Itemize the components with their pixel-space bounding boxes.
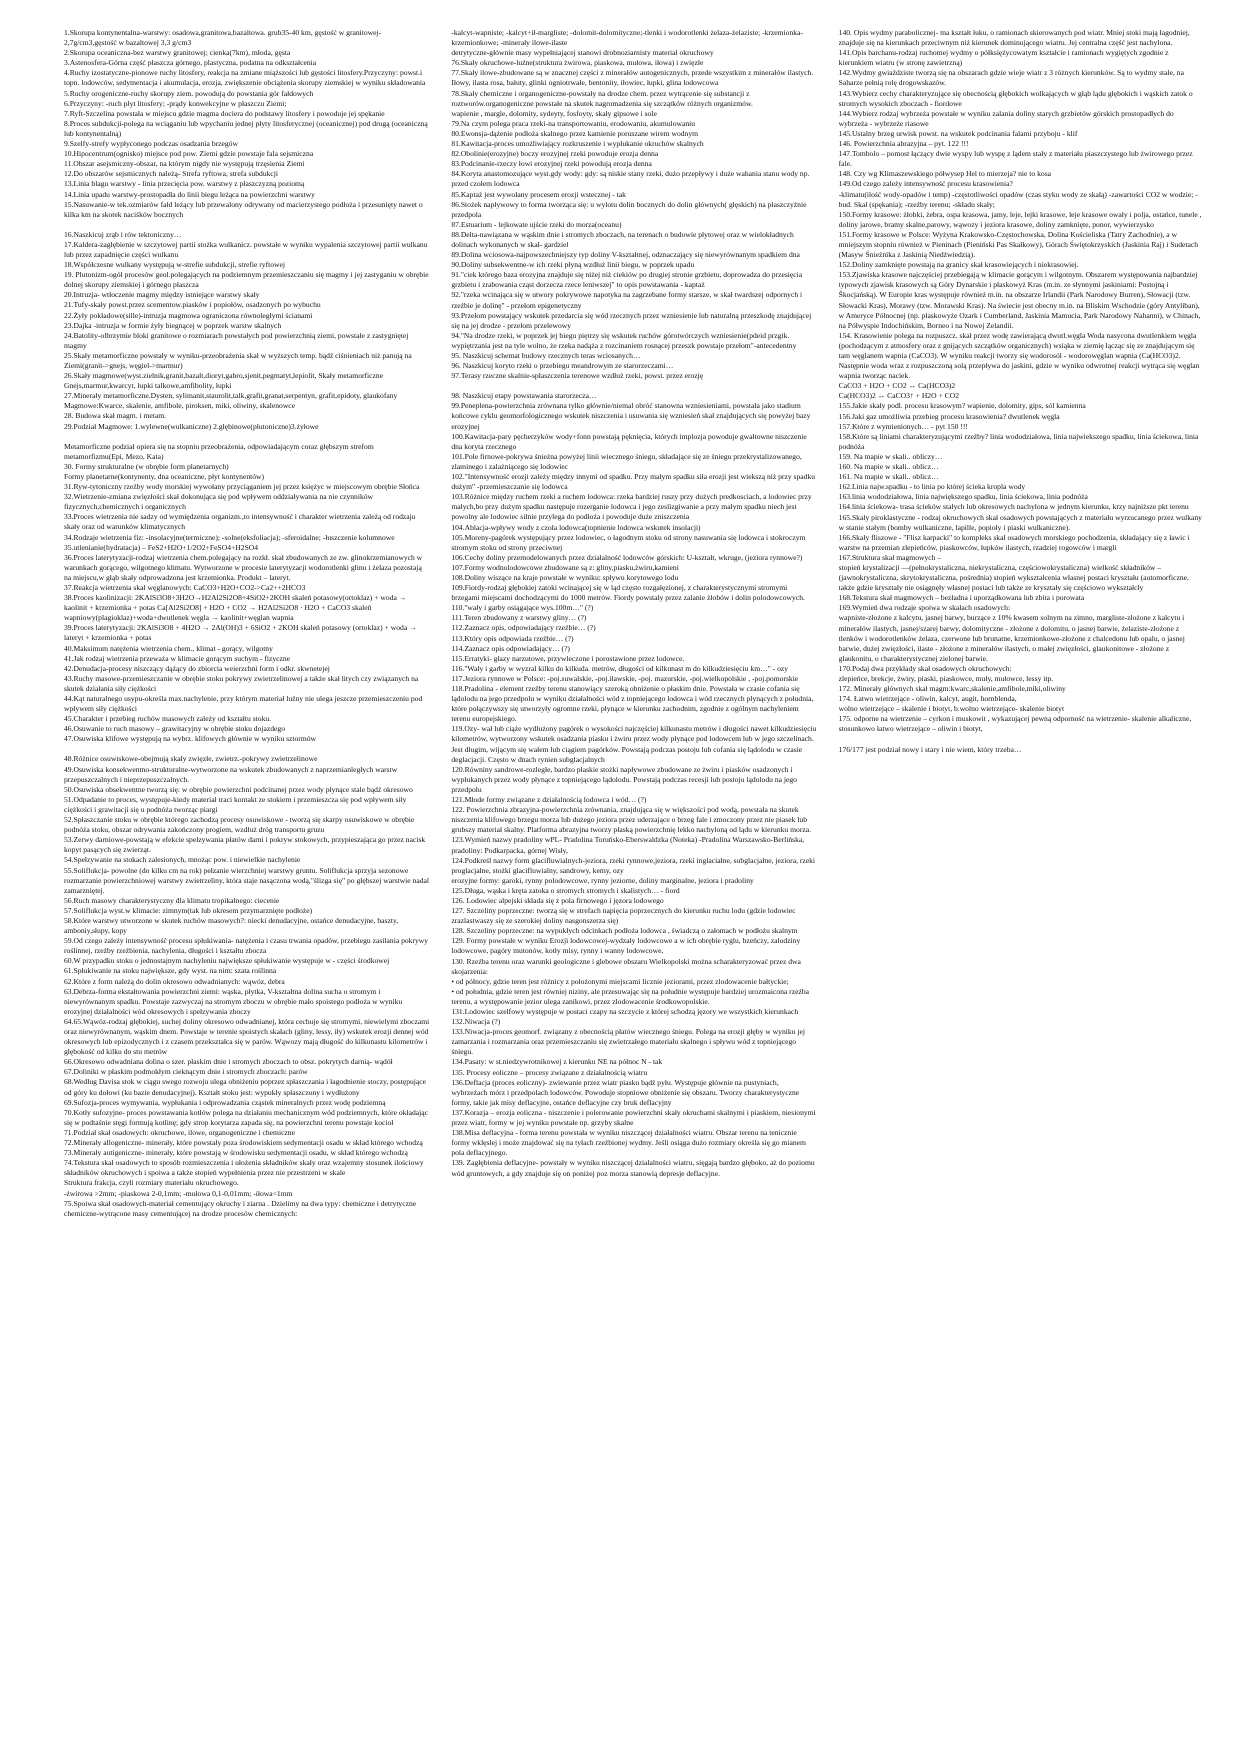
paragraph: 75.Spoiwa skał osadowych-materiał cementujący okruchy i ziarna . Dzielimy na dwa typy: chemiczne i detrytyczne: [64, 1198, 417, 1208]
paragraph: 105.Moreny-pagórek występujący przez lodowiec, o łagodnym stoku od strony nasuwania się lodowca i stokroczym stromym stoku od strony przeciwnej: [451, 532, 806, 552]
paragraph: 168.Tekstura skał magmowych – bezładna i uporządkowana lub zbita i porowata: [838, 593, 1085, 603]
paragraph: 11.Obszar asejsmiczny-obszar, na którym nigdy nie występują trzęsienia Ziemi: [64, 159, 305, 169]
text-column-left: [64, 28, 429, 1734]
paragraph: 59.Od czego zależy intensywność procesu spłukiwania- natężenia i czasu trwania opadów, przebiegu zasilania pokrywy roślinnej, rzeźby rzeźbienia, nachylenia, długości i kształtu zbocza: [64, 936, 429, 956]
paragraph: 71.Podział skał osadowych: okruchowe, ilowe, organogeniczne i chemiczne: [64, 1127, 295, 1137]
paragraph: 85.Kaptaż jest wywołany procesem erozji wstecznej - tak: [451, 189, 626, 199]
paragraph: 144.Wybierz rodzaj wybrzeża powstałe w wyniku zalania doliny starych grzbietów górskich prostopadłych do wybrzeża - wybrzeże riasowe: [838, 108, 1174, 128]
paragraph: Struktura frakcja, czyli rozmiary materiału okruchowego.: [64, 1178, 239, 1188]
paragraph: 22.Żyły pokładowe(sille)-intruzja magmowa ograniczona równoległymi ścianami: [64, 310, 313, 320]
paragraph: 97.Terasy rzeczne skalnie-spłaszczenia terenowe wzdłuż rzeki, powst. przez erozję: [451, 371, 704, 381]
paragraph: 114.Zaznacz opis odpowiadający… (?): [451, 643, 570, 653]
paragraph: 15.Nasuwanie-w tek.ozmiarów fałd leżący lub przewalony odrywany od macierzystego podłoża i przesunięty nawet o kilka km na skotek naciśków bocznych: [64, 199, 423, 219]
paragraph: 172. Minerały głównych skał magm:kwarc,skalenie,amfibole,miki,oliwiny: [838, 684, 1066, 694]
paragraph: 126. Lodowiec alpejski składa się z pola firnowego i jęzora lodowego: [451, 895, 664, 905]
paragraph: stopień krystalizacji —(pełnokrystaliczna, niekrystaliczna, częściowokrystaliczna) wielkość składników – (jawnokrystaliczna, skrytokrystaliczna, pośrednia) stopień wykształcenia własnej postaci kryształu (automorficzne, także gdzie kryształy nie osiągnęły własnej postaci lub także ze kryształy się częściowo wykształcły: [838, 562, 1189, 593]
paragraph: 121.Młode formy związane z działalnością lodowca i wód… (?): [451, 795, 647, 805]
paragraph: 20.Intruzja- wtłoczenie magmy między istniejące warstwy skały: [64, 290, 260, 300]
paragraph: 63.Debrza-forma ekstałtowania powierzchni ziemi: wąska, płytka, V-kształtna dolina sucha o stromym i niewyrównanym spadku. Powstaje zazwyczaj na stromym zboczu w obrębie mało spoistego podłoża w wyniku erozyjnej działalności wód okresowych i spełzywania zboczy: [64, 986, 403, 1016]
paragraph: Ca(HCO3)2 ↔ CaCO3↑ + H2O + CO2: [838, 391, 960, 401]
paragraph: 112.Zaznacz opis, odpowiadający rzeźbie… (?): [451, 623, 596, 633]
paragraph: [839, 735, 1204, 745]
paragraph: 146. Powierzchnia abrazyjna – pyt. 122 !!!: [838, 139, 969, 149]
paragraph: 140. Opis wydmy parabolicznej- ma kształt łuku, o ramionach skierowanych pod wiatr. Mniej stoki mają łagodniej, znajduje się na kierunkach przeciwnym niż kierunek dominującego wiatru. Jej centralna część jest nachylona.: [838, 28, 1190, 48]
paragraph: -żwirowa >2mm; -piaskowa 2-0,1mm; -mułowa 0,1-0,01mm; -iłowa<1mm: [64, 1188, 293, 1198]
paragraph: 139. Zagłębienia deflacyjne- powstały w wyniku niszczącej działalności wiatru, sięgają bardzo głęboko, aż do poziomu wód gruntowych, a gdy znajduje się on poniżej poz morza stanowią depresje deflacyjne.: [451, 1158, 815, 1178]
paragraph: 62.Które z form należą do dolin okresowo odwadnianych: wąwóz, debra: [64, 976, 285, 986]
paragraph: 87.Estuarium - lejkowate ujście rzeki do morza(oceanu): [451, 219, 622, 229]
paragraph: 161. Na mapie w skali.. oblicz…: [838, 472, 939, 482]
paragraph: 149.Od czego zależy intensywność procesu krasowienia?: [838, 179, 1013, 189]
paragraph: 74.Tekstura skał osadowych to sposób rozmieszczenia i ułożenia składników skały oraz wzajemny stosunek ilościowy składników okruchowych i spoiwa a także stopień wypełnienia przez nie przestrzeni w skale: [64, 1158, 424, 1178]
paragraph: 133.Niwacja-proces geomorf. związany z obecnością płatów wiecznego śniegu. Polega na erozji głęby w wyniku jej zamarzania i rozmarzania oraz przemieszczaniu się zwietrzałego materiału skalnego i spływu wód z topniejącego śniegu.: [451, 1027, 805, 1057]
paragraph: 44.Kąt naturalnego usypu-określa max.nachylenie, przy którym materiał luźny nie ulega jeszcze przemieszczeniu pod wpływem siły ciężkości: [64, 694, 423, 714]
paragraph: 108.Doliny wiszące na kraje powstałe w wyniku: spływu korytowego lodu: [451, 572, 679, 582]
paragraph: detrytyczne-głównie masy wypełniającej stanowi drobnoziarnisty materiał okruchowy: [451, 48, 714, 58]
paragraph: 162.Linia najw.spadku - to linia po której ścieka kropla wody: [838, 482, 1026, 492]
paragraph: -klimatu(ilość wody-opadów i temp) -częstotliwości opadów (czas styku wody ze skałą) -zawartości CO2 w wodzie; -bud. Skał (spękania); -rzeźby terenu; -składu skały;: [838, 189, 1198, 209]
paragraph: 100.Kawitacja-pary pęcherzyków wody+fonn powstają pęknięcia, których implozja powoduje gwałtowne niszczenie dna koryta rzecznego: [451, 431, 807, 451]
paragraph: 98. Naszkicuj etapy powstawania starorzecza…: [451, 391, 597, 401]
paragraph: [451, 381, 816, 391]
paragraph: 117.Jeziora rynnowe w Polsce: -poj.suwalskie, -poj.iławskie, -poj. mazurskie, -poj.wielkopolskie , -poj.pomorskie: [451, 673, 799, 683]
paragraph: 28. Budowa skał magm. i metam.: [64, 411, 167, 421]
paragraph: 48.Różnice osuwiskowe-obejmują skały zwięzłe, zwietrz.-pokrywy zwietrzelinowe: [64, 754, 318, 764]
paragraph: 54.Spełzywanie na stokach zalesionych, mnożąc pow. i niewielkie nachylenie: [64, 855, 301, 865]
paragraph: 53.Zerwy darniowe-powstają w efekcie spełzywania płatów darni i pokryw stokowych, przypieszająca go przez nacisk kopyt pasących się zwierząt.: [64, 835, 426, 855]
paragraph: 120.Równiny sandrowe-rozległe, bardzo płaskie stożki napływowe zbudowane ze żwiru i piasków osadzonych i wypłukanych przez wody płynące z topniejącego lądolodu. Powstają podczas recesji lub postoju lądolodu na jego przedpolu: [451, 764, 797, 794]
paragraph: 163.linia wododziałowa, linia największego spadku, linia ściekowa, linia podnóża: [838, 492, 1088, 502]
paragraph: 143.Wybierz cechy charakteryzujące się obecnością głębokich wolkających w głąb lądu głębokich i wąskich zatok o stromych wysokich zboczach - fiordowe: [838, 88, 1193, 108]
paragraph: 169.Wymień dwa rodzaje spoiwa w skałach osadowych:: [838, 603, 1011, 613]
paragraph: 76.Skały okruchowe-luźne(struktura żwirowa, piaskowa, mułowa, iłowa) i zwięzłe: [451, 58, 704, 68]
paragraph: 175. odporne na wietrzenie – cyrkon i muskowit , wykazującej pewną odporność na wietrzenie- skalenie alkaliczne, stosunkowo łatwo wietrzejące – oliwin i biotyt,: [838, 714, 1192, 734]
paragraph: 78.Skały chemiczne i organogeniczne-powstały na drodze chem. przez wytrącenie się substancji z roztworów.organogeniczne powstałe na skutek nagromadzenia się szczątków różnych organizmów.: [451, 88, 753, 108]
paragraph: 94."Na drodze rzeki, w poprzek jej biegu piętrzy się wskutek ruchów górotwórczych wzniesienie(pdeid przgik. wypiętrzania jest na tyle wolno, że rzeka nadąża z rozcinaniem rosnącej przeszk powstaje przełom"-antecedentny: [451, 330, 797, 350]
paragraph: [64, 220, 429, 230]
paragraph: 128. Szczeliny poprzeczne: na wypukłych odcinkach podłoża lodowca , świadczą o załomach w podłożu skalnym: [451, 926, 798, 936]
paragraph: 26.Skały magmowe(wyst.zielnik,granit,bazalt,dioryt,gabro,sjenit,pegmatyt,lepiolit, Skały metamorficzne Gnejs,marmur,kwarcyt, łupki talkowe,amfibolity, łupki: [64, 371, 384, 391]
paragraph: 50.Osuwiska obsekwentne tworzą się: w obrębie powierzchni podcinanej przez wody płynące stale bądź okresowo: [64, 784, 413, 794]
paragraph: 32.Wietrzenie-zmiana zwięzłości skał dokonująca się pod wpływem oddziaływania na nie czynników fizycznych,chemicznych i organicznych: [64, 492, 374, 512]
paragraph: 150.Formy krasowe: żłobki, żebra, ospa krasowa, jamy, leje, lejki krasowe, leje krasowe owały i polja, ostańce, tunele , doliny jarowe, bramy skalne,parowy, wąwozy i jeziora krasowe, doliny zamknięte, ponor, wywierzysko: [838, 209, 1202, 229]
paragraph: 152.Doliny zamknięte powstają na granicy skał krasowiejących i niekrasowiej.: [838, 260, 1079, 270]
paragraph: 116."Wały i garby w wyzral kilku do kilkuda. metrów, długości od kilkunast m do kilkudziesięciu km…" - ozy: [451, 663, 789, 673]
paragraph: 127. Szczeliny poprzeczne: tworzą się w strefach napięcia poprzecznych do kierunku ruchu lodu (gdzie lodowiec zrazlastwaszy się ze szerokiej doliny nasgonszerza się): [451, 906, 796, 926]
paragraph: 82.Obolinie(erozyjne) boczy erozyjnej rzeki powoduje erozja denna: [451, 149, 659, 159]
paragraph: 3.Astenosfera-Górna część płaszcza górnego, plastyczna, podatna na odkształcenia: [64, 58, 317, 68]
paragraph: 57.Soliflukcja wyst.w klimacie: zimnym(tak lub okresem przymarznięte podłoże): [64, 905, 313, 915]
paragraph: wolno wietrzejące – skalenie i biotyt, b.wolno wietrzejące- skalenie biotyt: [838, 704, 1065, 714]
paragraph: 136.Deflacja (proces eoliczny)- zwiewanie przez wiatr piasku bądź pyłu. Występuje głównie na pustyniach, wybrzeżach mórz i przedpolach lodowców. Powoduje stopniowe obniżenie się obszaru. Tworzy charakterystyczne formy, takie jak misy deflacyjne, ostańce deflacyjne czy bruk deflacyjny: [451, 1077, 800, 1107]
paragraph: 64.65.Wąwóz-rodzaj głębokiej, suchej doliny okresowo odwadnianej, która cechuje się stromymi, niewielymi zboczami oraz niewyrównanym, wąskim dnem. Powstaje w terenie spoistych skałach (gliny, lessy, iły) wskutek erozji dennej wód okresowych lub epizodycznych i z czasem przekształca się w parów. Wąwozy mają długość do kilkunastu kilometrów i głębokość od kilku do stu metrów: [64, 1016, 430, 1057]
paragraph: 107.Formy wodnolodowcowe zbudowane są z: gliny,piasku,żwiru,kamieni: [451, 562, 679, 572]
paragraph: 141.Opis barchanu-rodzaj ruchomej wydmy o półksiężycowatym kształcie i ramionach wygiętych zgodnie z kierunkiem wiatru (w stronę zawietrzną): [838, 48, 1169, 68]
paragraph: 99.Peneplena-powierzchnia zrównana tylko głównie/niemal obróć stanowna wzniesieniami, powstała jako stadium końcowe cyklu geomorfologicznego wskutek niszczenia i usuwania się wzniesień skał znajdujących się powyżej bazy erozyjnej: [451, 401, 811, 431]
paragraph: 165.Skały piroklastyczne - rodzaj okruchowych skał osadowych powstających z materiału wyrzucanego przez wulkany w stanie stałym (bomby wulkaniczne, lapille, popioły i piaski wulkaniczne).: [838, 512, 1202, 532]
paragraph: 176/177 jest podział nowy i stary i nie wiem, który trzeba…: [838, 744, 1022, 754]
paragraph: 158.Które są liniami charakteryzującymi rzeźby? linia wododziałowa, linia najwiekszego spadku, linia ściekowa, linia podnóża: [838, 431, 1199, 451]
paragraph: 147.Tombolo – pomost łączący dwie wyspy lub wyspę z lądem stały z materiału piaszczystego lub żwirowego przez fale.: [838, 149, 1193, 169]
paragraph: 67.Doliniki w płaskim podmokłym cieknącym dnie i stromych zboczach: parów: [64, 1067, 308, 1077]
paragraph: 166.Skały fliszowe - "Flisz karpacki" to kompleks skał osadowych morskiego pochodzenia, składający się z ławic i warstw na przemian zlepieńców, piaskowców, łupków ilastych, rzadziej rogowców i margli: [838, 532, 1190, 552]
paragraph: 134.Pasaty: w st.niedzywrotnikowej z kierunku NE na północ N - tak: [451, 1057, 663, 1067]
paragraph: 8.Proces subdukcji-polega na wciąganiu lub wpychaniu jednej płyty litosferycznej (oceanicznej) pod drugą (oceaniczną lub kontynentalną): [64, 118, 428, 138]
paragraph: 61.Spłukiwanie na stoku największe, gdy wyst. na nim: szata roślinna: [64, 966, 277, 976]
paragraph: 164.linia ściekowa- trasa ścieków stałych lub okresowych nachylona w jednym kierunku, krzy najniższe pkt terenu: [838, 502, 1189, 512]
paragraph: 45.Charakter i przebieg ruchów masowych zależy od kształtu stoku.: [64, 714, 272, 724]
paragraph: 92."rzeka wcinająca się w utwory pokrywowe napotyka na zagrzebane formy starsze, w skał twardszej odpornych i rzeźbie je dolinę" - przełom epigenetyczny: [451, 290, 803, 310]
paragraph: 42.Denudacja-procesy niszczący dążący do zbiorcia weierzchni form i odkr. skwnetejej: [64, 663, 330, 673]
paragraph: -kalcyt-wapniste; -kalcyt+ił-margliste; -dolomit-dolomityczne;-tlenki i wodorotlenki żelaza-żelaziste; -krzemionka-krzemionkowe; -minerały ilowe-ilaste: [451, 28, 803, 48]
paragraph: 66.Okresowo odwadniana dolina o szer. płaskim dnie i stromych zboczach to obsz. pokrytych darnią- wądół: [64, 1057, 393, 1067]
paragraph: 51.Odpadanie to proces, występuje-kiedy materiał traci kontakt ze stokiem i przemieszcza się pod wpływem siły ciężkości i grawitacji się u podnóża tworząc piargi: [64, 794, 407, 814]
paragraph: 135. Procesy eoliczne – procesy związane z działalnością wiatru: [451, 1067, 648, 1077]
paragraph: 31.Ryw-tytoniczny rzeźby wody morskiej wywołany przyciąganiem jej przez księżyc w miejscowym obrębie Słońca: [64, 482, 420, 492]
paragraph: 88.Delta-nawiązana w wąskim dnie i stromych zboczach, na terenach o budowie płytowej oraz w wielokładnych dolinach wykonanych w skał- gardziel: [451, 229, 794, 249]
text-column-right: [839, 28, 1204, 1734]
paragraph: 10.Hipocentrum(ognisko) miejsce pod pow. Ziemi gdzie powstaje fala sejsmiczna: [64, 149, 314, 159]
paragraph: 79.Na czym polega praca rzeki-na transportowaniu, erodowaniu, akumulowaniu: [451, 118, 696, 128]
paragraph: 124.Podkreśl nazwy form glacifluwialnych-jeziora, rzeki rynnowe,jeziora, rzeki inglaciałne, subglacjałne, jeziora, rzeki proglacjałne, stożki glacifluwialny, sandrowy, kemy, ozy: [451, 855, 816, 875]
paragraph: 12.Do obszarów sejsmicznych należą- Strefa ryftowa, strefa subdukcji: [64, 169, 279, 179]
paragraph: 58.Które warstwy utworzone w skutek ruchów masowych?: niecki denudacyjne, ostańce denudacyjne, baszty, amboniy,słupy, kopy: [64, 915, 399, 936]
paragraph: 17.Kaldera-zagłębienie w szczytowej partii stożka wulkanicz. powstałe w wyniku wypalenia szczytowej partii wulkanu lub przez zapadnięcie części wulkanu: [64, 239, 428, 259]
paragraph: 93.Przełom powstający wskutek przedarcia się wód rzecznych przez wzniesienie lub naturalną przeszkodę znajdującej się na jej drodze - przełom przelewowy: [451, 310, 812, 330]
paragraph: 109.Fiordy-rodzaj głębokiej zatoki wcinającej się w ląd często rozgałęzionej, z charakterystycznymi stromymi brzegami miejscami dochodzącymi do 1000 metrów. Fiordy powstały przez zalanie żłobów i dolin polodowcowych.: [451, 583, 805, 603]
paragraph: 49.Osuwiska konsekwentno-strukturalne-wytworzone na wskutek zbudowanych z naprzemianległych warstw przepuszczalnych i nieprzepuszczalnych.: [64, 764, 398, 784]
paragraph: 138.Misa deflacyjna - forma terenu powstała w wyniku niszczącej działalności wiatru. Obszar terenu na tenicznie formy wklęsłej i może znajdować się na tyłach rzeźbionej wydmy. Jeśli osiąga dużo rozmiary określa się go mianem pola deflacyjnego.: [451, 1128, 806, 1158]
paragraph: 130. Rzeźba terenu oraz warunki geologiczne i glebowe obszaru Wielkopolski można scharakteryzować przez dwa skojarzenia:: [451, 956, 801, 976]
paragraph: 4.Ruchy izostatyczne-pionowe ruchy litosfery, reakcja na zmiane miąższości lub gęstości litosfery.Przyczyny: powst.i topn. lodowców, sedymentacja i akumulacja, erozja, zwiększenie obciążenia skorupy ziemskiej w wyniku składowania: [64, 68, 426, 88]
paragraph: 170.Podaj dwa przykłady skał osadowych okruchowych:: [838, 663, 1012, 673]
paragraph: Formy planetarne(kontynenty, dna oceaniczne, płyt kontynentów): [64, 471, 265, 481]
paragraph: 145.Ustalny brzeg urwisk powst. na wskutek podcinania falami przyboju - klif: [838, 128, 1078, 138]
paragraph: 167.Struktura skał magmowych –: [838, 552, 942, 562]
paragraph: 80.Ewonsja-dążenie podłoża skalnego przez kamienie poruszane wirem wodnym: [451, 128, 699, 138]
paragraph: 34.Rodzaje wietrzenia fiz: -insolacyjne(termiczne); -solne(eksfoliacja); -sferoidalne; -łuszczenie kolumnowe: [64, 532, 395, 542]
paragraph: 118.Pradolina - element rzeźby terenu stanowiący szeroką obniżenie o płaskim dnie. Powstała w czasie cofania się lądolodu na jego przedpolu w wyniku działalności wód z topniejącego lodowca i wód rzecznych płynących z południa, które połączywszy się utworzyły ogromne rzeki, płynące w kierunku zachodnim, zgodnie z ogólnym nachyleniem terenu europejskiego.: [451, 684, 814, 724]
paragraph: 40.Maksimum natężenia wietrzenia chem., klimat - gorący, wilgotny: [64, 643, 273, 653]
paragraph: 106.Cechy doliny przemodelowanych przez działalność lodowców górskich: U-kształt, wkruge, (jeziora rynnowe?): [451, 552, 803, 562]
paragraph: 9.Szelfy-strefy wypłyconego podczas osadzania brzegów: [64, 139, 238, 149]
paragraph: 36.Proces laterytyzacji-rodzaj wietrzenia chem.polegający na rozkł. skał zbudowanych ze zw. glinokrzemianowych w warunkach gorącego, wilgotnego klimatu. Wytworzone w procesie laterytyzacji wodorotlenki glinu i żelaza pozostają na miejscu,w głąb skały odprowadzona jest krzemionka. Produkt – lateryt.: [64, 552, 423, 582]
paragraph: 29.Podział Magmowe: 1.wylewne(wulkaniczne) 2.głębinowe(plutoniczne)3.żyłowe: [64, 421, 319, 431]
paragraph: 81.Kawitacja-proces umożliwiający rozkruszenie i wypłukanie okruchów skalnych: [451, 139, 704, 149]
paragraph: 38.Proces kaolinizacji: 2KAlSi3O8+3H2O→H2Al2Si2O8+4SiO2+2KOH skaleń potasowy(ortoklaz) + woda → kaolinit + krzemionka + potas Ca[Al2Si2O8] + H2O + CO2 → H2Al2Si2O8 · H2O + CaCO3 skaleń wapniowy(plagioklaz)+woda+dwutlenek węgla → kaolinit+węglan wapnia: [64, 593, 407, 623]
paragraph: 174. Łatwo wietrzejące - oliwin, kalcyt, augit, hornblenda,: [838, 694, 1017, 704]
text-column-middle: [451, 28, 816, 1734]
paragraph: 69.Sufozja-proces wymywania, wypłukania i odprowadzania cząstek mineralnych przez wodę podziemną: [64, 1097, 386, 1107]
paragraph: 102."Intensywność erozji zależy między innymi od spadku. Przy małym spadku siła erozji jest wiekszą niż przy spadku dużym" -przemieszczanie się lodowca: [451, 472, 816, 492]
paragraph: 52.Spłaszczanie stoku w obrębie którego zachodzą procesy osuwiskowe - tworzą się skarpy osuwiskowe w obrębie podnóża stoku, obszar odrywania zakończony progiem, wzdłuż dróg transportu gruzu: [64, 815, 415, 835]
paragraph: 91."ciek którego baza erozyjna znajduje się niżej niż ciekiów po drugiej stronie grzbietu, doprowadza do przesięcia grzbietu i zrabowania cząst dorzecza rzece leniwszej" to opis powstawania - kaptaż: [451, 270, 803, 290]
paragraph: 2.Skorupa oceaniczna-bez warstwy granitowej; cienka(7km), młoda, gęsta: [64, 48, 291, 58]
paragraph: 25.Skały metamorficzne powstały w wyniku-przeobrażenia skał w wyższych temp. bądź ciśnieniach niż panują na Ziemi(granit->gnejs, węgiel->marmur): [64, 350, 412, 370]
paragraph: 110."wały i garby osiągające wys.100m…" (?): [451, 603, 594, 613]
paragraph: 148. Czy wg Klimaszewskiego półwysep Hel to mierzeja? nie to kosa: [838, 169, 1052, 179]
paragraph: 21.Tufy-skały powst.przez scementow.piasków i popiołów, osadzonych po wybuchu: [64, 300, 321, 310]
paragraph: 6.Przyczyny: -ruch płyt litosfery; -prądy konwekcyjne w płaszczu Ziemi;: [64, 98, 287, 108]
paragraph: 137.Korazja – erozja eoliczna - niszczenie i polerowanie powierzchni skały okruchami skalnymi i piaskiem, niesionymi przez wiatr, formy w jej wyniku powstałe np. grzyby skalne: [451, 1107, 816, 1128]
paragraph: 73.Minerały autigeniczne- minerały, które powstają w środowisku sedymentacji osadu, w skład którego wchodzą: [64, 1148, 408, 1158]
paragraph: 35.utlenianie(hydratacja) – FeS2+H2O+1/2O2+FeSO4+H2SO4: [64, 542, 259, 552]
paragraph: 159. Na mapie w skali.. obliczy…: [838, 451, 943, 461]
paragraph: 86.Stożek napływowy to forma tworząca się: u wylotu dolin bocznych do dolin głównych( głęskich) na płaszczyźnie przedpola: [451, 199, 807, 219]
paragraph: 151.Formy krasowe w Polsce: Wyżyna Krakowsko-Częstochowska, Dolina Kościeliska (Tatry Zachodnie), a w mniejszym stopniu również w Pieninach (Pieniński Pas Skałkowy), Górach Świętokrzyskich (Jaskinia Raj) i Sudetach (Masyw Śnieżnika z Jaskinią Niedźwiedzią).: [838, 229, 1199, 260]
paragraph: • od północy, gdzie teren jest różnicy z położonymi miejscami licznie jeziorami, przez zlodowacenie bałtyckie;: [451, 976, 789, 986]
paragraph: 90.Doliny subsekwentne-w ich rzeki płyną wzdłuż linii biegu, w poprzek upadu: [451, 260, 695, 270]
paragraph: 131.Lodowiec szelfowy występuje w postaci czapy na szczycie z której schodzą jęzory we wszystkich kierunkach: [451, 1007, 799, 1016]
paragraph: wapienie , margle, dolomity, sydeyty, fosfoyty, skały gipsowe i sole: [451, 108, 657, 118]
paragraph: 70.Kotły sufozyjne- proces powstawania kotłów polega na działaniu mechanicznym wód podziemnych, które okładając się w podtaśnie stęgi formują kotlinę; gdy strop korytarza zapada się, na powierzchni terenu powstaje kocioł: [64, 1107, 428, 1127]
paragraph: 55.Soliflukcja- powolne (do kilku cm na rok) pełzanie wierzchniej warstwy gruntu. Soliflukcja sprzyja sezonowe rozmarzanie powierzchniowej warstwy zwietrzeliny, która staje nasączona wodą,"ślizga się" po głębszej warstwie nadal zamarzniętej.: [64, 865, 429, 895]
paragraph: 13.Linia blagu warstwy - linia przecięcia pow. warstwy z płaszczyzną poziomą: [64, 179, 305, 189]
paragraph: 14.Linia upadu warstwy-prostopadła do linii biegu leżąca na powierzchni warstwy: [64, 189, 315, 199]
paragraph: 68.Według Davisa stok w ciągu swego rozwoju ulega obniżeniu poprzez spłaszczania i łagodnienie stoczy, postępujące od góry ku dołowi (ku bazie denudacyjnej). Kształt stoku jest: wypukły spłaszczony i wydłużony: [64, 1077, 427, 1097]
paragraph: 154. Krasowienie polega na rozpuszcz. skał przez wodę zawierającą dwutl.węgla Woda nasycona dwutlenkiem węgla (pochodzącym z atmosfery oraz z gnijących szczątków organicznych) wsiąka w ziemię łącząc się ze znajdującym się tam węglanem wapnia (CaCO3). W wyniku reakcji tworzy się wodorosól - wodorowęglan wapnia (Ca(HCO3)2. Następnie woda wraz z rozpuszczoną solą przepływa do jaskini, gdzie w wyniku odwrotnej reakcji wytrąca się węglan wapnia tworząc naciek.: [838, 330, 1200, 381]
paragraph: 43.Ruchy masowe-przemieszczanie w obrębie stoku pokrywy zwietrzelinowej a także skał litych czy związanych na skutek działania siły ciężkości: [64, 673, 419, 693]
paragraph: 5.Ruchy orogeniczne-ruchy skorupy ziem. powodują do powstania gór fałdowych: [64, 88, 314, 98]
paragraph: zlepieńce, brekcje, żwiry, piaski, piaskowce, muły, mułowce, lessy itp.: [838, 674, 1054, 683]
paragraph: 27.Minerały metamorficzne.Dysten, sylimanit,staurolit,talk,grafit,granat,serpentyn, grafit,epidoty, glaukofany Magmowe:Kwarce, skalenie, amfibole, piroksen, miki, oliwiny, skalenowce: [64, 391, 398, 411]
paragraph: 153.Zjawiska krasowe najczęściej przebiegają w klimacie gorącym i wilgotnym. Obszarem występowania najbardziej typowych zjawisk krasowych są Góry Dynarskie i płaskowyż Kras (m.in. ze słynnymi jaskiniami: Postojną i Škocjańską). W Europie kras występuje również m.in. na obszarze Irlandii (Park Narodowy Burren), Słowacji (tzw. Słowacki Kras), Morawy (tzw. Morawski Kras). Na świecie jest obecny m.in. na Bliskim Wschodzie (góry Antyliban), w Ameryce Północnej (np. płaskowyże Ozark i Cumberland, Jaskinia Mamucia, Park Narodowy Nahanni), w Chinach, na Półwyspie Indochińskim, Borneo i na Nowej Zelandii.: [838, 270, 1201, 330]
paragraph: 119.Ozy- wał lub ciąże wydłużony pagórek o wysokości najczęściej kilkunastu metrów i długości nawet kilkudziesięciu kilometrów, wytworzony wskutek osadzania piasku i żwiru przez wody płynące pod lodowcem lub w jego szczelinach. Jest długim, wijącym się wałem lub ciągiem pagórków. Powstają podczas postoju lub cofania się lądolodu w czasie deglacjacji. Często w dnach rynien subglacjalnych: [451, 724, 817, 764]
paragraph: 16.Naszkicuj zrąb i rów tektoniczny…: [64, 229, 182, 239]
paragraph: 95. Naszkicuj schemat budowy rzecznych teras wciosanych…: [451, 351, 641, 360]
paragraph: [64, 432, 429, 442]
paragraph: 47.Osuwiska klifowe występują na wybrz. klifowych głównie w wyniku sztormów: [64, 734, 317, 744]
paragraph: 113.Który opis odpowiada rzeźbie… (?): [451, 633, 574, 643]
paragraph: 122. Powierzchnia zbrazyjna-powierzchnia zrównania, znajdująca się w większości pod wodą, powstała na skutek niszczenia klifowego brzegu morza lub dużego jeziora przez uderzające o brzeg fale i zmoczony przez nie piasek lub grubszy materiał skalny. Platforma abrazyjna tworzy płaską powierzchnię lekko nachyloną od lądu w kierunku morza.: [451, 805, 811, 835]
paragraph: 111.Teren zbudowany z warstwy gliny… (?): [451, 613, 587, 623]
paragraph: 132.Niwacja (?): [451, 1017, 501, 1027]
paragraph: 46.Osuwanie to ruch masowy – grawitacyjny w obrębie stoku dojazdego: [64, 724, 286, 734]
paragraph: 56.Ruch masowy charakterystyczny dla klimatu tropikalnego: ciecenie: [64, 895, 280, 905]
paragraph: erozyjne formy: garoki, rynny polodowcowe, rynny jeziorne, doliny marginalne, jeziora i pradoliny: [451, 875, 754, 885]
paragraph: Metamorficzne podział opiera się na stopniu przeobrażenia, odpowiadającym coraz głębszym strefom metamorfizmu(Epi, Mezo, Kata): [64, 441, 374, 461]
paragraph: 72.Minerały allogeniczne- minerały, które powstały poza środowiskiem sedymentacji osadu w skład którego wchodzą: [64, 1138, 423, 1148]
paragraph: 125.Długa, wąska i kręta zatoka o stromych stromych i skalistych… - fiord: [451, 885, 680, 895]
paragraph: 104.Ablacja-wpływy wody z czoła lodowca(topnienie lodowca wskutek insolacji): [451, 522, 701, 532]
paragraph: 19. Plutonizm-ogół procesów geol.polegających na podziemnym przemieszczaniu się magmy i jej zastyganiu w obrębie dolnej skorupy ziemskiej i górnego płaszcza: [64, 270, 429, 290]
paragraph: 23.Dajka -intruzja w formie żyły biegnącej w poprzek warstw skalnych: [64, 320, 282, 330]
paragraph: 33.Proces wietrzenia nie sadzy od wymiędzenia organizm.,to intensywność i charakter wietrzenia zależą od rodzaju skały oraz od warunków klimatycznych: [64, 512, 416, 532]
paragraph: • od południa, gdzie teren jest równiej niziny, ale przesuwając się na południe występuje bardziej urozmaicona rzeźba terenu, a występowanie jezior ulega zanikowi, przez zlodowacenie środkowopolskie.: [451, 986, 809, 1006]
paragraph: 18.Współczesne wulkany występują w-strefie subdukcji, strefie ryftowej: [64, 260, 285, 270]
paragraph: 83.Podcinanie-rzeczy łowi erozyjnej rzeki powodują erozja denna: [451, 159, 652, 169]
paragraph: 24.Batolity-olbrzymie bloki granitowe o rozmiarach powstałych pod powierzchnią ziemi, powstałe z zastygniętej magmy: [64, 330, 409, 350]
paragraph: 103.Różnice między ruchem rzeki a ruchem lodowca: rzeka bardziej ruszy przy dużych predkosciach, a lodowiec przy małych,bo przy dużym spadku następuje rozerganie lodowca i jego zeslizgiwanie a przy małym spadku niech jest powolny ale lodowiec silnie przylega do podłoża i powoduje duże zniszczenia: [451, 492, 812, 522]
paragraph: 101.Pole firnowe-pokrywa śnieżna powyżej linii wiecznego śniegu, składające się ze śniegu przekrystalizowanego, zlaminego i zalażniącego się lodowiec: [451, 451, 802, 471]
paragraph: 142.Wydmy gwiaździste tworzą się na obszarach gdzie wieje wiatr z 3 różnych kierunków. Są to wydmy stałe, na Saharze pełnią rolę drogowskazów.: [838, 68, 1184, 88]
paragraph: 157.Które z wymienionych… - pyt 150 !!!: [838, 421, 968, 431]
paragraph: 96. Naszkicuj koryto rzeki o przebiegu meandrowym ze starorzeczami…: [451, 361, 674, 371]
paragraph: 1.Skorupa kontynentalna-warstwy: osadowa,granitowa,bazaltowa. grub35-40 km, gęstość w granitowej-2,7g/cm3,gęstość w bazaltowej 3,3 g/cm3: [64, 28, 382, 48]
paragraph: chemiczne-wytrącone masy cementującej na drodze procesów chemicznych:: [64, 1208, 298, 1218]
paragraph: 77.Skały ilowe-zbudowane są w znacznej części z minerałów autogenicznych, przede wszystkim z minerałów ilastych. Iłowy, ilasta rosa, bałuty, glinki ogniotrwałe, bentonity, iłowiec, łupki, glina lodowcowa: [451, 68, 814, 88]
paragraph: 160. Na mapie w skali.. oblicz…: [838, 462, 939, 472]
paragraph: 155.Jakie skały podl. procesu krasowym? wapienie, dolomity, gips, sól kamienna: [838, 401, 1086, 411]
paragraph: 30. Formy strukturalne (w obrębie form planetarnych): [64, 461, 229, 471]
paragraph: 60.W przypadku stoku o jednostajnym nachyleniu największe spłukiwanie występuje w - części środkowej: [64, 956, 390, 966]
paragraph: wapniste-złożone z kalcytu, jasnej barwy, burzące z 10% kwasem solnym na zimno, margliste-złożone z kalcytu i minerałów ilastych, jasnej/szarej barwy, dolomityczne - złożone z dolomitu, o jasnej barwie, żelaziste-złożone z tlenków i wodorotlenków żelaza, czerwone lub brunatne, krzemionkowe-złożone z chalcedonu lub opalu, o jasnej barwie, dużej zwięzłości, ilaste - złożone z minerałów ilastych, o małej zwięzłości, glaukonitowe - złożone z glaukonitu, o charakterystycznej zielonej barwie.: [838, 613, 1185, 663]
paragraph: 123.Wymień nazwy pradoliny wPL- Pradolina Toruńsko-Eberswaldzka (Noteka) -Pradolina Warszawsko-Berlińska, pradoliny: Podkarpacka, górnej Wisły,: [451, 835, 805, 855]
paragraph: 39.Proces laterytyzacji: 2KAlSi3O8 + 4H2O → 2Al(OH)3 + 6SiO2 + 2KOH skaleń potasowy (ortoklaz) + woda → lateryt + krzemionka + potas: [64, 623, 417, 643]
paragraph: 37.Reakcja wietrzenia skał węglanowych: CaCO3+H2O+CO2->Ca2++2HCO3: [64, 582, 306, 592]
paragraph: 89.Dolina wciosowa-najpowszechniejszy typ doliny V-kształtnej, odznaczający się niewyrównanym spadkiem dna: [451, 250, 800, 260]
paragraph: 41.Jak rodzaj wietrzenia przeważa w klimacie gorącym suchym - fizyczne: [64, 653, 291, 663]
paragraph: 84.Koryta anastomozujące wyst.gdy wody: gdy: są niskie stany rzeki, dużo przepływy i duże wahania stanu wody np. przed czołem lodowca: [451, 169, 810, 189]
paragraph: CaCO3 + H2O + CO2 ↔ Ca(HCO3)2: [838, 381, 956, 391]
paragraph: 115.Erratyki- głazy narzutowe, przywleczone i porostawione przez lodowce.: [451, 653, 685, 663]
paragraph: 156.Jaki gaz umożliwia przebieg procesu krasowienia? dwutlenek węgla: [838, 411, 1060, 421]
paragraph: [64, 744, 429, 754]
paragraph: 129. Formy powstałe w wyniku Erozji lodowcowej-wydzały lodowcowe a w ich obrębie ryglu, bzeńczy, zalodziny lodowcowe, pagóry mutonów, kotły misy, rynny i wanny lodowcowe,: [451, 936, 801, 956]
paragraph: 7.Ryft-Szczelina powstała w miejscu gdzie magma dociera do podstawy litosfery i powoduje jej spękanie: [64, 108, 385, 118]
